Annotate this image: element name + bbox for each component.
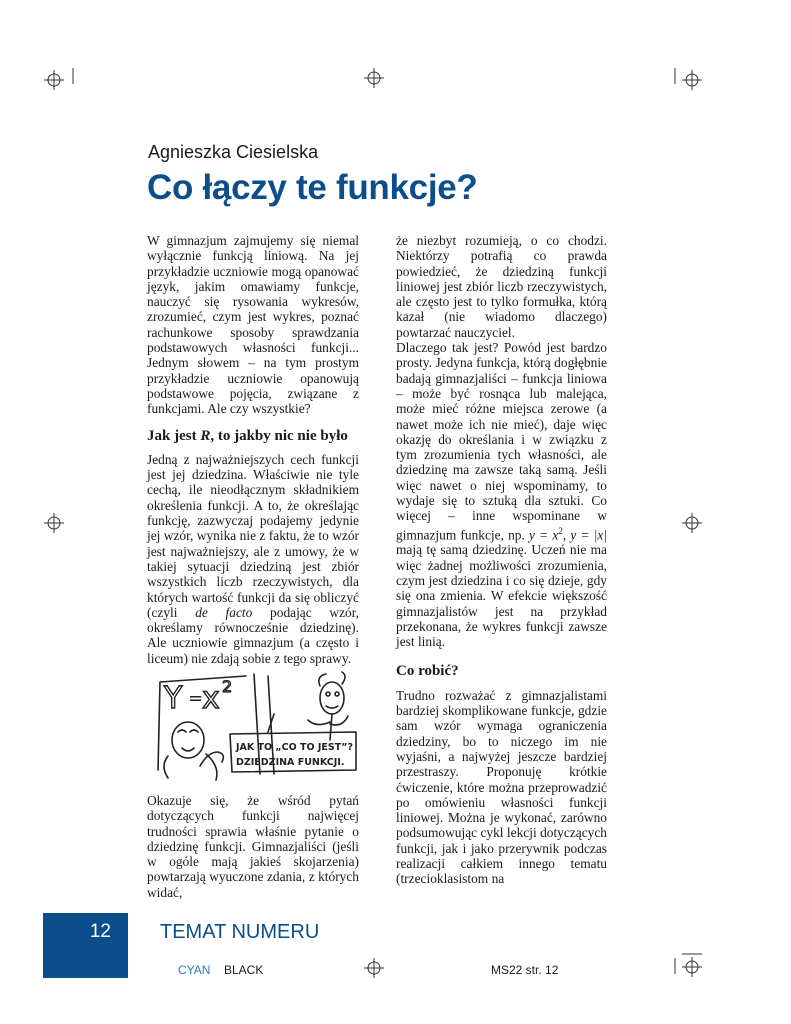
page-reference: MS22 str. 12 [491, 963, 559, 977]
heading-text-pre: Jak jest [147, 427, 201, 444]
trudnosci-paragraph: Okazuje się, że wśród pytań dotyczących funkcji najwięcej trudności sprawia właśnie pytanie o dziedzinę funkcji. Gimnazjaliści (jeśli w ogóle mają jakieś skojarzenia) powtarzają wyuczone zdania, z których widać, [147, 793, 359, 900]
color-label-cyan: CYAN [178, 963, 211, 977]
formula-separator: , [562, 527, 571, 543]
section-heading-1 [147, 429, 359, 444]
color-label-black: BLACK [224, 963, 264, 977]
heading-r-symbol: R [200, 427, 211, 444]
author-name: Agnieszka Ciesielska [148, 142, 319, 162]
dziedzina-text-a: Jedną z najważniejszych cech funkcji jest jej dziedzina. Właściwie nie tyle cechą, ile nieodłącznym składnikiem określenia funkcji. A to, że określając funkcję, zazwyczaj podajemy jedynie jej wzór, wynika nie z faktu, że to wzór jest najważniejszy, ale z umowy, że w takiej sytuacji dziedziną jest zbiór wszystkich liczb rzeczywistych, dla których wartość funkcji da się obliczyć (czyli [147, 451, 359, 620]
cartoon-drawing [150, 670, 362, 785]
registration-mark-top-right [672, 66, 712, 96]
speech-line-1: JAK TO „CO TO JEST”? [236, 742, 353, 753]
dziedzina-paragraph [147, 452, 359, 666]
column-left-lower [147, 793, 359, 900]
column-left-upper [147, 233, 359, 666]
column-right [396, 233, 607, 887]
formula-x: x [202, 681, 220, 716]
section-heading-2: Co robić? [396, 663, 459, 680]
section-name: TEMAT NUMERU [160, 921, 320, 943]
cartoon-illustration [150, 670, 362, 785]
speech-line-2: DZIEDZINA FUNKCJI. [236, 757, 345, 768]
registration-mark-mid-left [44, 513, 66, 535]
de-facto-italic: de facto [195, 604, 253, 620]
dziedzina-text-b: podając wzór, określamy równocześnie dziedzinę). Ale uczniowie gimnazjum (a często i liceum) nie zdają sobie z tego sprawy. [147, 604, 359, 666]
dlaczego-text-a: Dlaczego tak jest? Powód jest bardzo prosty. Jedyna funkcja, którą dogłębnie badają gimnazjaliści – funkcja liniowa – może być rosnąca lub malejąca, może mieć różne miejsca zerowe (a nawet może ich nie mieć), daje więc okazję do określania i w związku z tym zrozumienia tych własności, ale dziedzinę ma zawsze taką samą. Jeśli więc nawet o niej wspominamy, to wydaje się to sztuką dla sztuki. Co więcej – inne wspominane w gimnazjum funkcje, np. [396, 340, 607, 543]
page-number: 12 [89, 921, 111, 942]
registration-mark-top-center [364, 68, 386, 90]
co-robic-paragraph: Trudno rozważać z gimnazjalistami bardziej skomplikowane funkcje, gdzie sam wzór wymaga ograniczenia dziedziny, bo to niczego im nie wyjaśni, a najwyżej jeszcze bardziej przestraszy. Proponuję krótkie ćwiczenie, które można przeprowadzić po omówieniu własności funkcji liniowej. Można je wykonać, zarówno podsumowując cykl lekcji dotyczących funkcji, jak i jako przerywnik podczas realizacji całkiem innego tematu (trzecioklasistom na [396, 687, 607, 887]
registration-mark-mid-right [682, 513, 704, 535]
formula-eq: = [188, 688, 204, 709]
formula-square-exponent: 2 [558, 525, 563, 536]
formulka-paragraph: że niezbyt rozumieją, o co chodzi. Niektórzy potrafią co prawda powiedzieć, że dziedziną funkcji liniowej jest zbiór liczb rzeczywistych, ale często jest to tylko formułka, którą kazał (nie wiadomo dlaczego) powtarzać nauczyciel. [396, 233, 607, 340]
formula-y: Y [164, 681, 183, 716]
registration-mark-bottom-center [364, 958, 386, 980]
intro-paragraph: W gimnazjum zajmujemy się niemal wyłącznie funkcją liniową. Na jej przykładzie uczniowie mogą opanować język, jakim omawiamy funkcje, nauczyć się rysowania wykresów, zrozumieć, czym jest wykres, poznać rachunkowe sposoby sprawdzania podstawowych własności funkcji... Jednym słowem – na tym prostym przykładzie uczniowie opanowują podstawowe pojęcia, związane z funkcjami. Ale czy wszystkie? [147, 233, 359, 417]
heading-text-post: , to jakby nic nie było [210, 427, 348, 444]
formula-exponent: 2 [222, 677, 233, 696]
formula-abs: y = |x| [570, 527, 608, 543]
dlaczego-text-b: mają tę samą dziedzinę. Uczeń nie ma więc żadnej możliwości zrozumienia, czym jest dziedzina i co się dzieje, gdy się ona zmienia. W efekcie większość gimnazjalistów jest na przykład przekonana, że wykres funkcji zawsze jest linią. [396, 542, 607, 650]
registration-mark-top-left [40, 66, 80, 96]
registration-mark-bottom-right [672, 950, 712, 984]
formula-square: y = x [529, 527, 559, 543]
article-title: Co łączy te funkcje? [147, 168, 478, 207]
dlaczego-paragraph [396, 340, 607, 649]
